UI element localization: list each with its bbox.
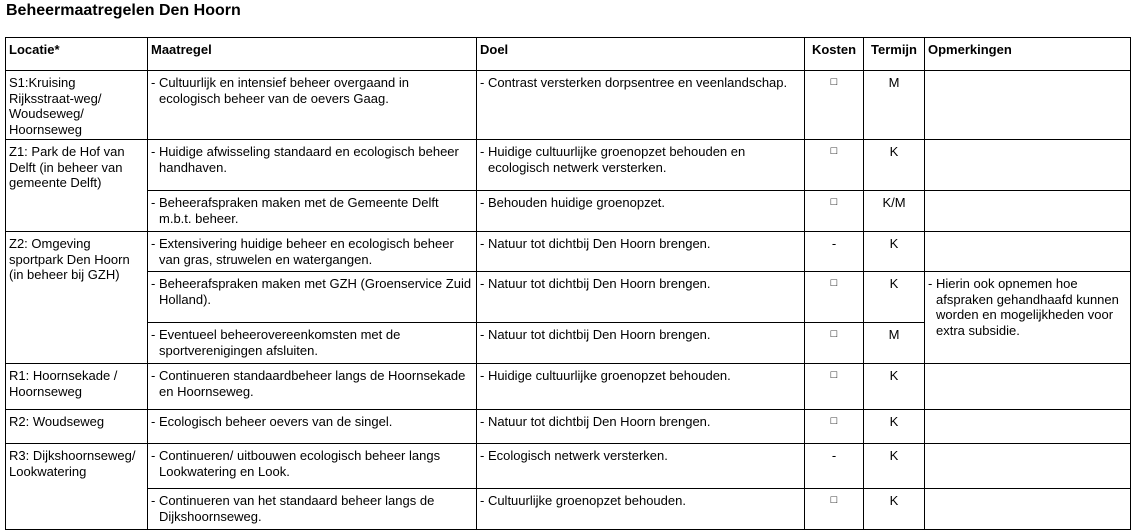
cell-locatie: Z1: Park de Hof van Delft (in beheer van gemeente Delft) xyxy=(6,140,148,232)
cell-termijn: K xyxy=(864,364,925,410)
maatregel-text: - Eventueel beheerovereenkomsten met de sportverenigingen afsluiten. xyxy=(151,327,401,358)
cell-opmerkingen xyxy=(925,71,1131,140)
cell-doel xyxy=(477,191,805,232)
measures-table xyxy=(5,37,1131,530)
cell-kosten: □ xyxy=(805,410,864,444)
cell-kosten: □ xyxy=(805,364,864,410)
doel-text: - Cultuurlijke groenopzet behouden. xyxy=(480,493,686,508)
cell-termijn: K xyxy=(864,272,925,323)
maatregel-text: - Continueren standaardbeheer langs de Hoornsekade en Hoornseweg. xyxy=(151,368,466,399)
cell-doel xyxy=(477,71,805,140)
doel-text: - Natuur tot dichtbij Den Hoorn brengen. xyxy=(480,327,711,342)
cell-opmerkingen xyxy=(925,410,1131,444)
maatregel-text: - Cultuurlijk en intensief beheer overgaand in ecologisch beheer van de oevers Gaag. xyxy=(151,75,409,106)
cell-termijn: M xyxy=(864,323,925,364)
doel-text: - Huidige cultuurlijke groenopzet behouden en ecologisch netwerk versterken. xyxy=(480,144,746,175)
cell-kosten: □ xyxy=(805,323,864,364)
cell-kosten: □ xyxy=(805,272,864,323)
cell-opmerkingen xyxy=(925,444,1131,489)
cell-opmerkingen xyxy=(925,364,1131,410)
table-row xyxy=(6,489,1131,530)
header-termijn: Termijn xyxy=(864,38,925,71)
doel-text: - Natuur tot dichtbij Den Hoorn brengen. xyxy=(480,236,711,251)
doel-text: - Contrast versterken dorpsentree en veenlandschap. xyxy=(480,75,788,90)
cell-kosten: □ xyxy=(805,489,864,530)
cell-doel xyxy=(477,444,805,489)
table-header-row xyxy=(6,38,1131,71)
cell-opmerkingen xyxy=(925,232,1131,272)
cell-termijn: K xyxy=(864,489,925,530)
maatregel-text: - Ecologisch beheer oevers van de singel. xyxy=(151,414,393,429)
cell-kosten: - xyxy=(805,444,864,489)
cell-termijn: K xyxy=(864,232,925,272)
table-row xyxy=(6,410,1131,444)
cell-kosten: □ xyxy=(805,71,864,140)
doel-text: - Ecologisch netwerk versterken. xyxy=(480,448,668,463)
cell-maatregel xyxy=(148,364,477,410)
cell-maatregel xyxy=(148,71,477,140)
cell-termijn: K xyxy=(864,410,925,444)
cell-termijn: K/M xyxy=(864,191,925,232)
cell-locatie: Z2: Omgeving sportpark Den Hoorn (in beheer bij GZH) xyxy=(6,232,148,364)
cell-maatregel xyxy=(148,140,477,191)
cell-locatie: R1: Hoornsekade / Hoornseweg xyxy=(6,364,148,410)
cell-doel xyxy=(477,232,805,272)
cell-doel xyxy=(477,140,805,191)
maatregel-text: - Continueren van het standaard beheer langs de Dijkshoornseweg. xyxy=(151,493,435,524)
doel-text: - Huidige cultuurlijke groenopzet behouden. xyxy=(480,368,731,383)
doel-text: - Natuur tot dichtbij Den Hoorn brengen. xyxy=(480,414,711,429)
table-row xyxy=(6,444,1131,489)
table-row xyxy=(6,140,1131,191)
maatregel-text: - Extensivering huidige beheer en ecologisch beheer van gras, struwelen en watergangen. xyxy=(151,236,454,267)
cell-kosten: □ xyxy=(805,140,864,191)
table-row xyxy=(6,71,1131,140)
cell-maatregel xyxy=(148,191,477,232)
cell-doel xyxy=(477,323,805,364)
opmerking-text: - Hierin ook opnemen hoe afspraken gehandhaafd kunnen worden en mogelijkheden voor extra subsidie. xyxy=(928,276,1119,338)
cell-maatregel xyxy=(148,444,477,489)
header-kosten: Kosten xyxy=(805,38,864,71)
cell-doel xyxy=(477,489,805,530)
header-doel: Doel xyxy=(477,38,805,71)
cell-opmerkingen xyxy=(925,272,1131,364)
maatregel-text: - Beheerafspraken maken met GZH (Groenservice Zuid Holland). xyxy=(151,276,472,307)
maatregel-text: - Continueren/ uitbouwen ecologisch beheer langs Lookwatering en Look. xyxy=(151,448,441,479)
cell-opmerkingen xyxy=(925,140,1131,191)
cell-doel xyxy=(477,364,805,410)
cell-kosten: - xyxy=(805,232,864,272)
doel-text: - Natuur tot dichtbij Den Hoorn brengen. xyxy=(480,276,711,291)
maatregel-text: - Huidige afwisseling standaard en ecologisch beheer handhaven. xyxy=(151,144,459,175)
header-maatregel: Maatregel xyxy=(148,38,477,71)
table-row xyxy=(6,232,1131,272)
cell-termijn: K xyxy=(864,140,925,191)
cell-maatregel xyxy=(148,489,477,530)
table-row xyxy=(6,191,1131,232)
cell-termijn: M xyxy=(864,71,925,140)
cell-termijn: K xyxy=(864,444,925,489)
doel-text: - Behouden huidige groenopzet. xyxy=(480,195,666,210)
cell-maatregel xyxy=(148,323,477,364)
cell-maatregel xyxy=(148,232,477,272)
cell-kosten: □ xyxy=(805,191,864,232)
cell-opmerkingen xyxy=(925,191,1131,232)
page-title: Beheermaatregelen Den Hoorn xyxy=(6,2,241,19)
cell-maatregel xyxy=(148,272,477,323)
cell-locatie: R2: Woudseweg xyxy=(6,410,148,444)
maatregel-text: - Beheerafspraken maken met de Gemeente Delft m.b.t. beheer. xyxy=(151,195,439,226)
table-row xyxy=(6,364,1131,410)
cell-doel xyxy=(477,410,805,444)
cell-opmerkingen xyxy=(925,489,1131,530)
cell-maatregel xyxy=(148,410,477,444)
header-locatie: Locatie* xyxy=(6,38,148,71)
cell-locatie: S1:Kruising Rijksstraat-weg/ Woudseweg/ Hoornseweg xyxy=(6,71,148,140)
table-row xyxy=(6,272,1131,323)
cell-doel xyxy=(477,272,805,323)
header-opmerkingen: Opmerkingen xyxy=(925,38,1131,71)
cell-locatie: R3: Dijkshoornseweg/ Lookwatering xyxy=(6,444,148,530)
